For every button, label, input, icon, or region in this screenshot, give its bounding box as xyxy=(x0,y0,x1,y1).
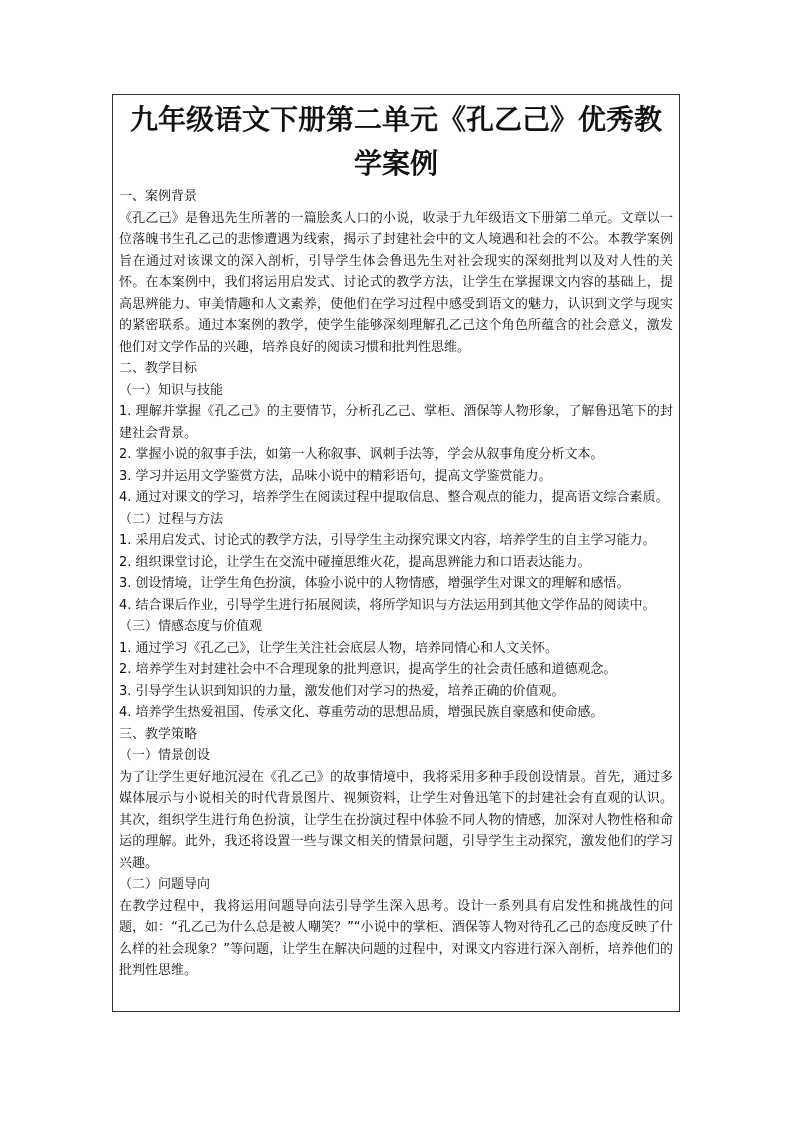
section-heading-background: 一、案例背景 xyxy=(119,189,198,204)
subheading-process: （二）过程与方法 xyxy=(119,511,224,527)
subheading-emotion: （三）情感态度与价值观 xyxy=(119,619,263,634)
list-item: 3. 学习并运用文学鉴赏方法，品味小说中的精彩语句，提高文学鉴赏能力。 xyxy=(119,468,552,484)
list-item: 4. 结合课后作业，引导学生进行拓展阅读，将所学知识与方法运用到其他文学作品的阅读中。 xyxy=(119,597,656,613)
list-item: 4. 通过对课文的学习，培养学生在阅读过程中提取信息、整合观点的能力，提高语文综合素质。 xyxy=(119,490,669,505)
section-heading-strategy: 三、教学策略 xyxy=(119,726,198,742)
question-paragraph: 在教学过程中，我将运用问题导向法引导学生深入思考。设计一系列具有启发性和挑战性的问题，如：“孔乙己为什么总是被人嘲笑？”“小说中的掌柜、酒保等人物对待孔乙己的态度反映了什么样的社会现象？”等问题，让学生在解决问题的过程中，对课文内容进行深入剖析，培养他们的批判性思维。 xyxy=(119,898,673,978)
section-heading-goals: 二、教学目标 xyxy=(119,361,198,376)
list-item: 1. 理解并掌握《孔乙己》的主要情节，分析孔乙己、掌柜、酒保等人物形象，了解鲁迅笔下的封建社会背景。 xyxy=(119,404,673,441)
list-item: 1. 采用启发式、讨论式的教学方法，引导学生主动探究课文内容，培养学生的自主学习能力。 xyxy=(119,533,656,548)
list-item: 3. 创设情境，让学生角色扮演，体验小说中的人物情感，增强学生对课文的理解和感悟。 xyxy=(119,576,630,591)
list-item: 1. 通过学习《孔乙己》，让学生关注社会底层人物，培养同情心和人文关怀。 xyxy=(119,640,559,656)
document-frame xyxy=(112,94,680,1012)
subheading-question: （二）问题导向 xyxy=(119,877,211,892)
scenario-paragraph: 为了让学生更好地沉浸在《孔乙己》的故事情境中，我将采用多种手段创设情景。首先，通过多媒体展示与小说相关的时代背景图片、视频资料，让学生对鲁迅笔下的封建社会有直观的认识。其次，组织学生进行角色扮演，让学生在扮演过程中体验不同人物的情感，加深对人物性格和命运的理解。此外，我还将设置一些与课文相关的情景问题，引导学生主动探究，激发他们的学习兴趣。 xyxy=(119,769,673,871)
background-paragraph: 《孔乙己》是鲁迅先生所著的一篇脍炙人口的小说，收录于九年级语文下册第二单元。文章以一位落魄书生孔乙己的悲惨遭遇为线索，揭示了封建社会中的文人境遇和社会的不公。本教学案例旨在通过对该课文的深入剖析，引导学生体会鲁迅先生对社会现实的深刻批判以及对人性的关怀。在本案例中，我们将运用启发式、讨论式的教学方法，让学生在掌握课文内容的基础上，提高思辨能力、审美情趣和人文素养，使他们在学习过程中感受到语文的魅力，认识到文学与现实的紧密联系。通过本案例的教学，使学生能够深刻理解孔乙己这个角色所蕴含的社会意义，激发他们对文学作品的兴趣，培养良好的阅读习惯和批判性思维。 xyxy=(119,210,673,355)
subheading-scenario: （一）情景创设 xyxy=(119,748,211,763)
subheading-knowledge: （一）知识与技能 xyxy=(119,382,224,398)
document-body xyxy=(113,186,679,982)
list-item: 4. 培养学生热爱祖国、传承文化、尊重劳动的思想品质，增强民族自豪感和使命感。 xyxy=(119,705,604,720)
list-item: 3. 引导学生认识到知识的力量，激发他们对学习的热爱，培养正确的价值观。 xyxy=(119,683,565,699)
document-title: 九年级语文下册第二单元《孔乙己》优秀教学案例 xyxy=(129,103,662,180)
list-item: 2. 培养学生对封建社会中不合理现象的批判意识，提高学生的社会责任感和道德观念。 xyxy=(119,662,617,677)
list-item: 2. 组织课堂讨论，让学生在交流中碰撞思维火花，提高思辨能力和口语表达能力。 xyxy=(119,554,591,570)
list-item: 2. 掌握小说的叙事手法，如第一人称叙事、讽刺手法等，学会从叙事角度分析文本。 xyxy=(119,447,604,462)
